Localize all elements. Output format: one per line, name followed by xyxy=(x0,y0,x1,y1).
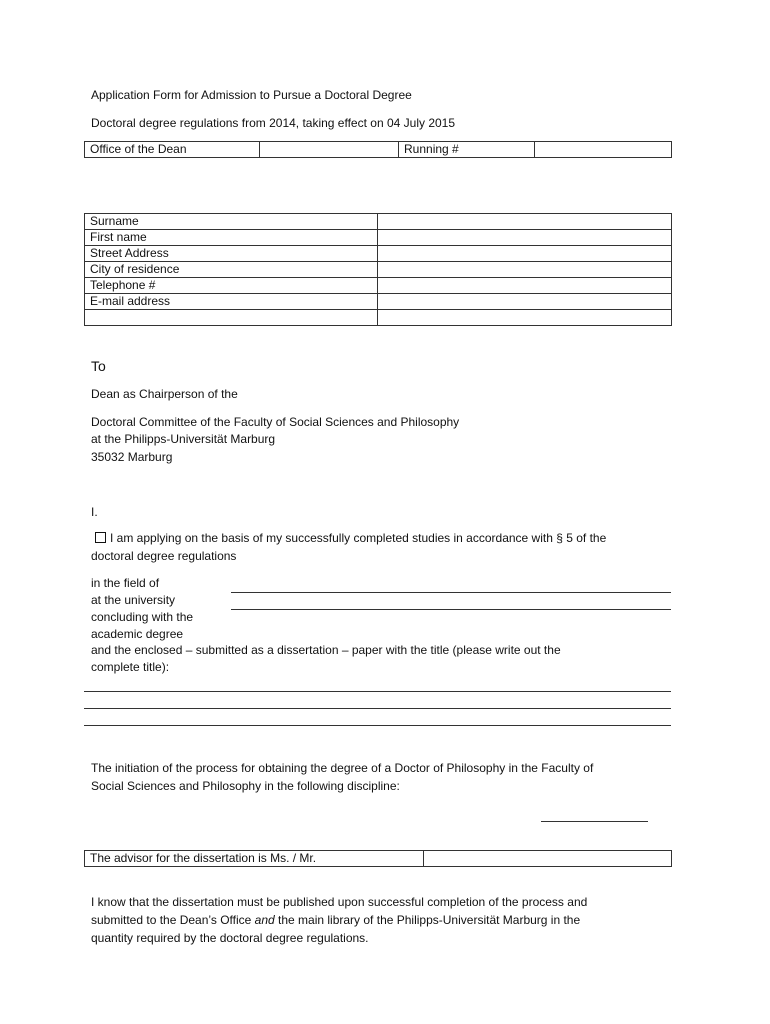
title-line-1[interactable] xyxy=(84,691,671,692)
city-field[interactable] xyxy=(378,262,672,278)
street-address-field[interactable] xyxy=(378,246,672,262)
email-label: E-mail address xyxy=(85,294,378,310)
telephone-label: Telephone # xyxy=(85,278,378,294)
personal-info-table xyxy=(84,213,672,326)
initiation-text: The initiation of the process for obtaining the degree of a Doctor of Philosophy in the Faculty of xyxy=(91,761,594,775)
street-address-label: Street Address xyxy=(85,246,378,262)
university-input-line[interactable] xyxy=(231,609,671,610)
publication-text: I know that the dissertation must be published upon successful completion of the process and xyxy=(91,895,588,909)
field-input-line[interactable] xyxy=(231,592,671,593)
form-title: Application Form for Admission to Pursue a Doctoral Degree xyxy=(91,88,412,102)
running-number-field[interactable] xyxy=(535,142,672,158)
regulations-note: Doctoral degree regulations from 2014, taking effect on 04 July 2015 xyxy=(91,116,456,130)
title-line-3[interactable] xyxy=(84,725,671,726)
table-row xyxy=(85,278,672,294)
publication-text-3: quantity required by the doctoral degree regulations. xyxy=(91,931,369,945)
table-row xyxy=(85,294,672,310)
office-of-dean-field[interactable] xyxy=(260,142,399,158)
publication-text-2 xyxy=(91,913,580,927)
advisor-label: The advisor for the dissertation is Ms. / Mr. xyxy=(85,851,424,867)
table-row xyxy=(85,262,672,278)
initiation-text-cont: Social Sciences and Philosophy in the following discipline: xyxy=(91,779,400,793)
field-label: in the field of xyxy=(91,576,160,590)
surname-field[interactable] xyxy=(378,214,672,230)
advisor-field[interactable] xyxy=(424,851,672,867)
concluding-label: concluding with the xyxy=(91,610,194,624)
extra-label xyxy=(85,310,378,326)
surname-label: Surname xyxy=(85,214,378,230)
studies-checkbox-row xyxy=(95,531,606,545)
table-row xyxy=(85,246,672,262)
table-row xyxy=(85,310,672,326)
office-table xyxy=(84,141,672,158)
university-label: at the university xyxy=(91,593,176,607)
dean-line: Dean as Chairperson of the xyxy=(91,387,238,401)
publication-text-2b: the main library of the Philipps-Universität Marburg in the xyxy=(274,913,581,927)
committee-line: Doctoral Committee of the Faculty of Social Sciences and Philosophy xyxy=(91,415,460,429)
to-heading: To xyxy=(91,358,106,374)
table-row xyxy=(85,230,672,246)
office-of-dean-label: Office of the Dean xyxy=(85,142,260,158)
studies-checkbox[interactable] xyxy=(95,532,106,543)
degree-label: academic degree xyxy=(91,627,184,641)
studies-checkbox-label: I am applying on the basis of my successfully completed studies in accordance with § 5 of the xyxy=(110,531,607,545)
first-name-field[interactable] xyxy=(378,230,672,246)
section-number: I. xyxy=(91,505,98,519)
running-number-label: Running # xyxy=(399,142,535,158)
publication-and-emphasis: and xyxy=(254,913,275,927)
publication-text-2a: submitted to the Dean’s Office xyxy=(91,913,255,927)
city-line: 35032 Marburg xyxy=(91,450,173,464)
email-field[interactable] xyxy=(378,294,672,310)
discipline-input-line[interactable] xyxy=(541,821,648,822)
dissertation-text-cont: complete title): xyxy=(91,660,170,674)
first-name-label: First name xyxy=(85,230,378,246)
title-line-2[interactable] xyxy=(84,708,671,709)
city-label: City of residence xyxy=(85,262,378,278)
dissertation-text: and the enclosed – submitted as a dissertation – paper with the title (please write out the xyxy=(91,643,561,657)
advisor-table xyxy=(84,850,672,867)
extra-field[interactable] xyxy=(378,310,672,326)
university-line: at the Philipps-Universität Marburg xyxy=(91,432,276,446)
telephone-field[interactable] xyxy=(378,278,672,294)
table-row xyxy=(85,214,672,230)
studies-checkbox-label-cont: doctoral degree regulations xyxy=(91,549,237,563)
